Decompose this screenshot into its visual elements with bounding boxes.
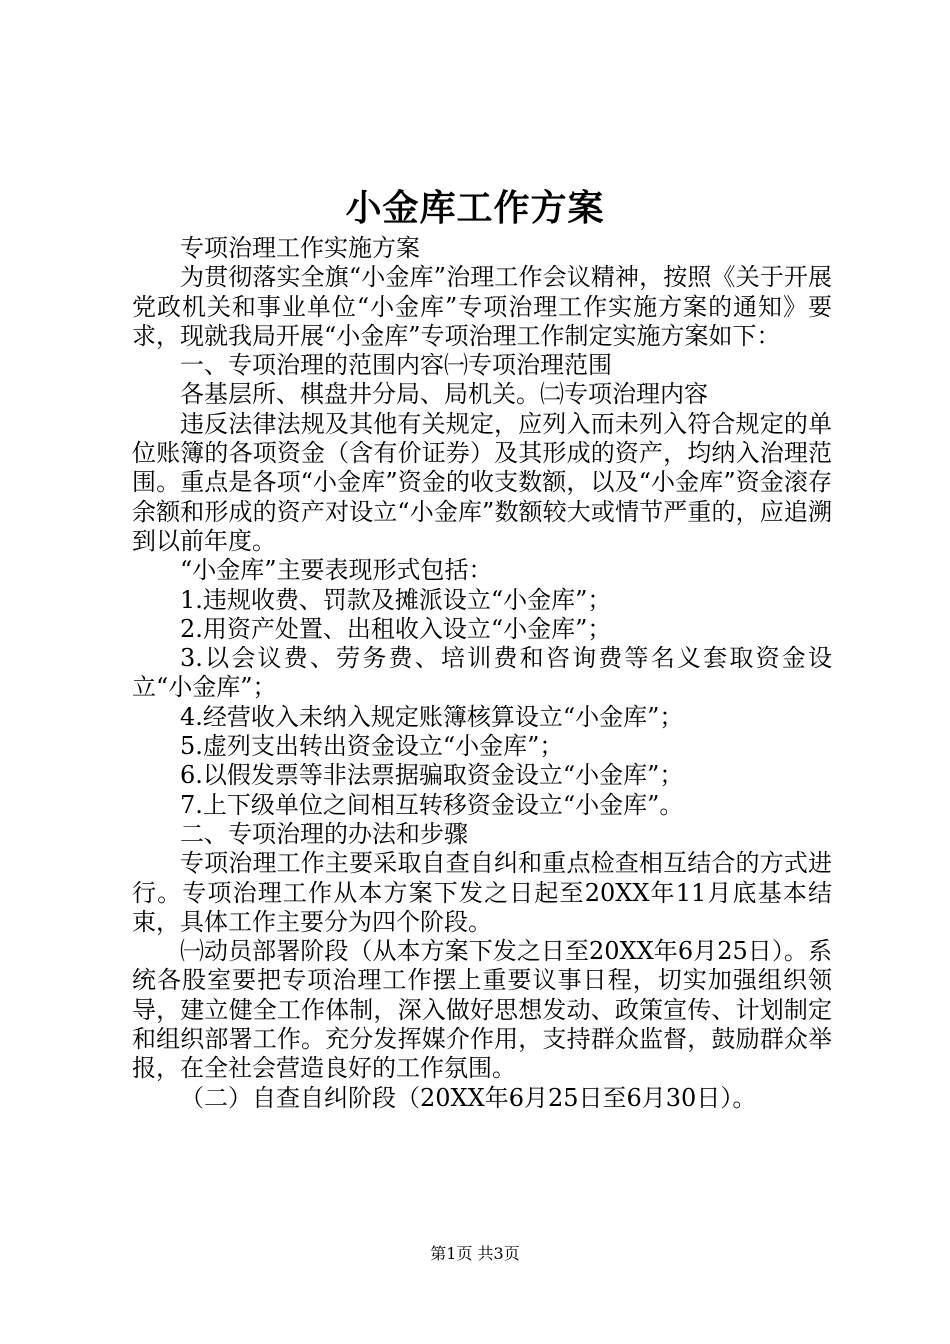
- list-item-7: 7.上下级单位之间相互转移资金设立“小金库”。: [180, 790, 684, 819]
- list-item-2: 2.用资产处置、出租收入设立“小金库”；: [180, 614, 612, 643]
- paragraph-section-2-heading: 二、专项治理的办法和步骤: [180, 819, 468, 848]
- list-item-5: 5.虚列支出转出资金设立“小金库”；: [180, 732, 564, 761]
- list-item-1: 1.违规收费、罚款及摊派设立“小金库”；: [180, 585, 612, 614]
- paragraph-method: 专项治理工作主要采取自查自纠和重点检查相互结合的方式进行。专项治理工作从本方案下发之日起至20XX年11月底基本结束，具体工作主要分为四个阶段。: [132, 849, 832, 936]
- page-footer: 第1页 共3页: [430, 1244, 520, 1263]
- paragraph-phase-1: ㈠动员部署阶段（从本方案下发之日至20XX年6月25日）。系统各股室要把专项治理工作摆上重要议事日程，切实加强组织领导，建立健全工作体制，深入做好思想发动、政策宣传、计划制定和组织部署工作。充分发挥媒介作用，支持群众监督，鼓励群众举报，在全社会营造良好的工作氛围。: [132, 937, 832, 1083]
- list-item-6: 6.以假发票等非法票据骗取资金设立“小金库”；: [180, 761, 684, 790]
- paragraph-subtitle: 专项治理工作实施方案: [180, 234, 420, 262]
- paragraph-phase-2: （二）自查自纠阶段（20XX年6月25日至6月30日）。: [180, 1083, 757, 1112]
- list-item-4: 4.经营收入未纳入规定账簿核算设立“小金库”；: [180, 702, 684, 731]
- document-title: 小金库工作方案: [345, 187, 605, 229]
- paragraph-scope: 各基层所、棋盘井分局、局机关。㈡专项治理内容: [180, 380, 708, 409]
- document-body: [132, 234, 832, 1113]
- paragraph-forms-heading: “小金库”主要表现形式包括：: [180, 556, 493, 585]
- paragraph-section-1-heading: 一、专项治理的范围内容㈠专项治理范围: [180, 351, 612, 380]
- paragraph-intro: 为贯彻落实全旗“小金库”治理工作会议精神，按照《关于开展党政机关和事业单位“小金库”专项治理工作实施方案的通知》要求，现就我局开展“小金库”专项治理工作制定实施方案如下：: [132, 263, 832, 350]
- list-item-3: 3.以会议费、劳务费、培训费和咨询费等名义套取资金设立“小金库”；: [132, 644, 832, 702]
- paragraph-content: 违反法律法规及其他有关规定，应列入而未列入符合规定的单位账簿的各项资金（含有价证券）及其形成的资产，均纳入治理范围。重点是各项“小金库”资金的收支数额，以及“小金库”资金滚存余额和形成的资产对设立“小金库”数额较大或情节严重的，应追溯到以前年度。: [132, 409, 832, 555]
